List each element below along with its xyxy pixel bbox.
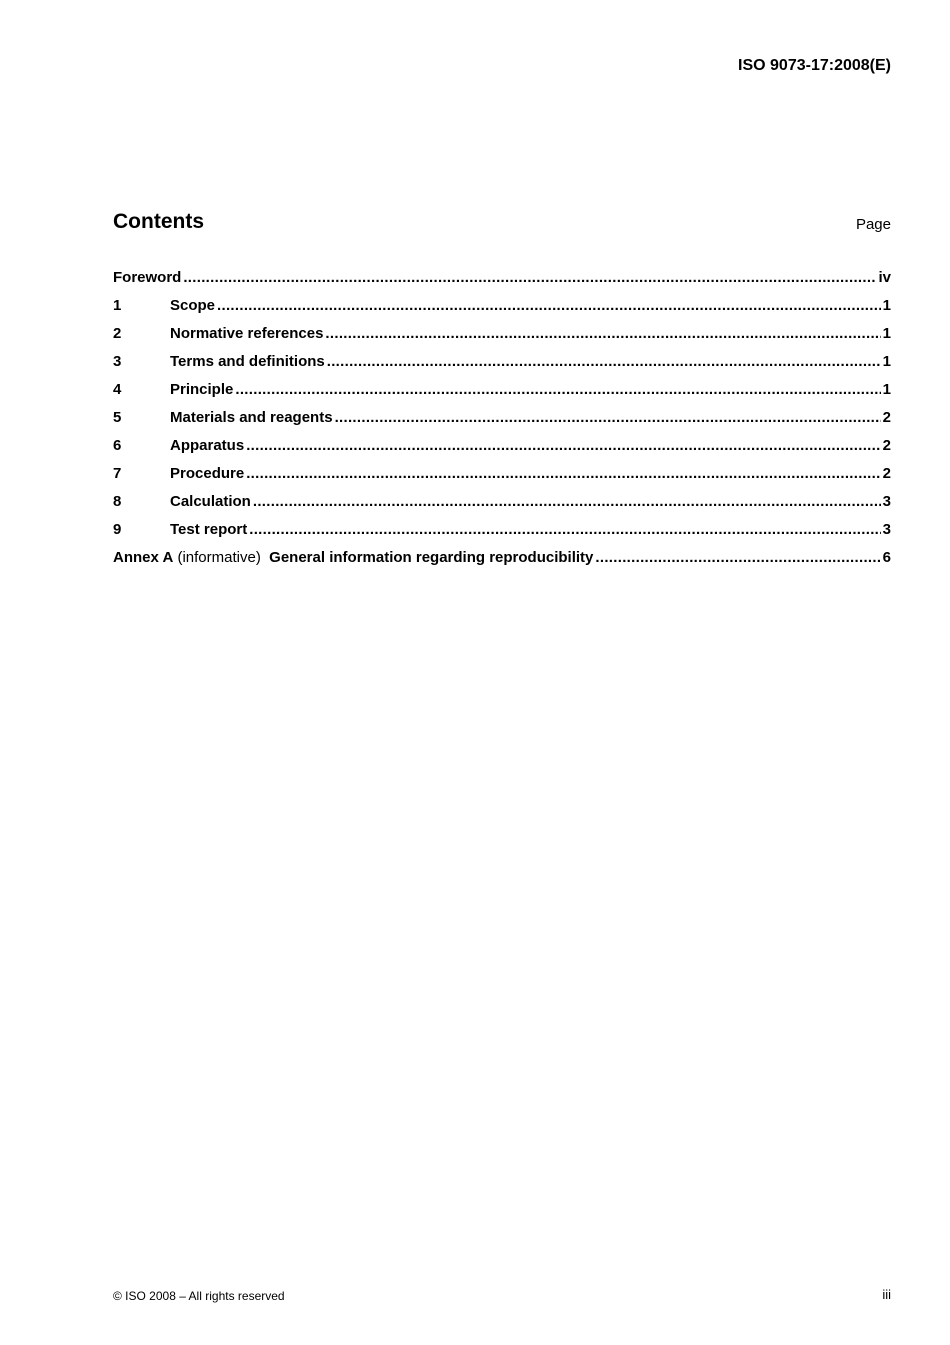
toc-entry[interactable] [113, 492, 891, 520]
toc-entry-number: 8 [113, 493, 122, 510]
toc-entry-number: 6 [113, 437, 122, 454]
toc-entry-title: Procedure [170, 465, 245, 482]
toc-entry-annex-a[interactable] [113, 548, 891, 576]
toc-entry-page: 1 [882, 381, 891, 398]
toc-entry-title: Scope [170, 297, 216, 314]
toc-annex-title [113, 548, 593, 568]
toc-leader-dots [253, 492, 881, 512]
toc-entry-number: 3 [113, 353, 122, 370]
toc-entry-number: 5 [113, 409, 122, 426]
toc-entry-page: 3 [882, 493, 891, 510]
toc-entry-number: 9 [113, 521, 122, 538]
contents-heading: Contents [113, 210, 204, 233]
toc-leader-dots [235, 380, 880, 400]
toc-entry-number: 4 [113, 381, 122, 398]
toc-entry-page: 2 [882, 465, 891, 482]
toc-entry-title: Normative references [170, 325, 324, 342]
toc-entry-title: Calculation [170, 493, 251, 510]
toc-entry-page: iv [878, 269, 891, 286]
footer-copyright: © ISO 2008 – All rights reserved [113, 1289, 285, 1303]
toc-entry-page: 3 [882, 521, 891, 538]
toc-entry[interactable] [113, 296, 891, 324]
toc-entry-page: 2 [882, 437, 891, 454]
toc-entry-number: 2 [113, 325, 122, 342]
page-column-label: Page [855, 216, 891, 233]
toc-entry-title: Test report [170, 521, 248, 538]
annex-type: (informative) [177, 549, 261, 566]
toc-entry-number: 7 [113, 465, 122, 482]
toc-entry-title: Principle [170, 381, 234, 398]
annex-label: Annex A [113, 549, 174, 566]
toc-entry-foreword[interactable] [113, 268, 891, 296]
table-of-contents [113, 268, 891, 576]
document-id: ISO 9073-17:2008(E) [738, 57, 891, 74]
toc-entry-title: Foreword [113, 269, 182, 286]
toc-leader-dots [246, 436, 880, 456]
toc-entry[interactable] [113, 436, 891, 464]
toc-entry-title: Materials and reagents [170, 409, 333, 426]
annex-title: General information regarding reproducibility [269, 549, 594, 566]
toc-leader-dots [183, 268, 876, 288]
toc-leader-dots [246, 464, 880, 484]
toc-leader-dots [249, 520, 880, 540]
toc-leader-dots [325, 324, 880, 344]
toc-leader-dots [335, 408, 881, 428]
toc-entry-number: 1 [113, 297, 122, 314]
toc-entry-page: 2 [882, 409, 891, 426]
toc-entry[interactable] [113, 464, 891, 492]
toc-leader-dots [595, 548, 880, 568]
toc-entry-page: 6 [882, 549, 891, 566]
toc-entry-title: Apparatus [170, 437, 245, 454]
toc-entry[interactable] [113, 380, 891, 408]
toc-entry[interactable] [113, 520, 891, 548]
toc-entry[interactable] [113, 408, 891, 436]
toc-entry-page: 1 [882, 297, 891, 314]
toc-leader-dots [327, 352, 881, 372]
toc-entry-page: 1 [882, 325, 891, 342]
toc-entry-title: Terms and definitions [170, 353, 325, 370]
toc-leader-dots [217, 296, 881, 316]
toc-entry[interactable] [113, 352, 891, 380]
toc-entry[interactable] [113, 324, 891, 352]
toc-entry-page: 1 [882, 353, 891, 370]
footer-page-number: iii [882, 1287, 891, 1302]
